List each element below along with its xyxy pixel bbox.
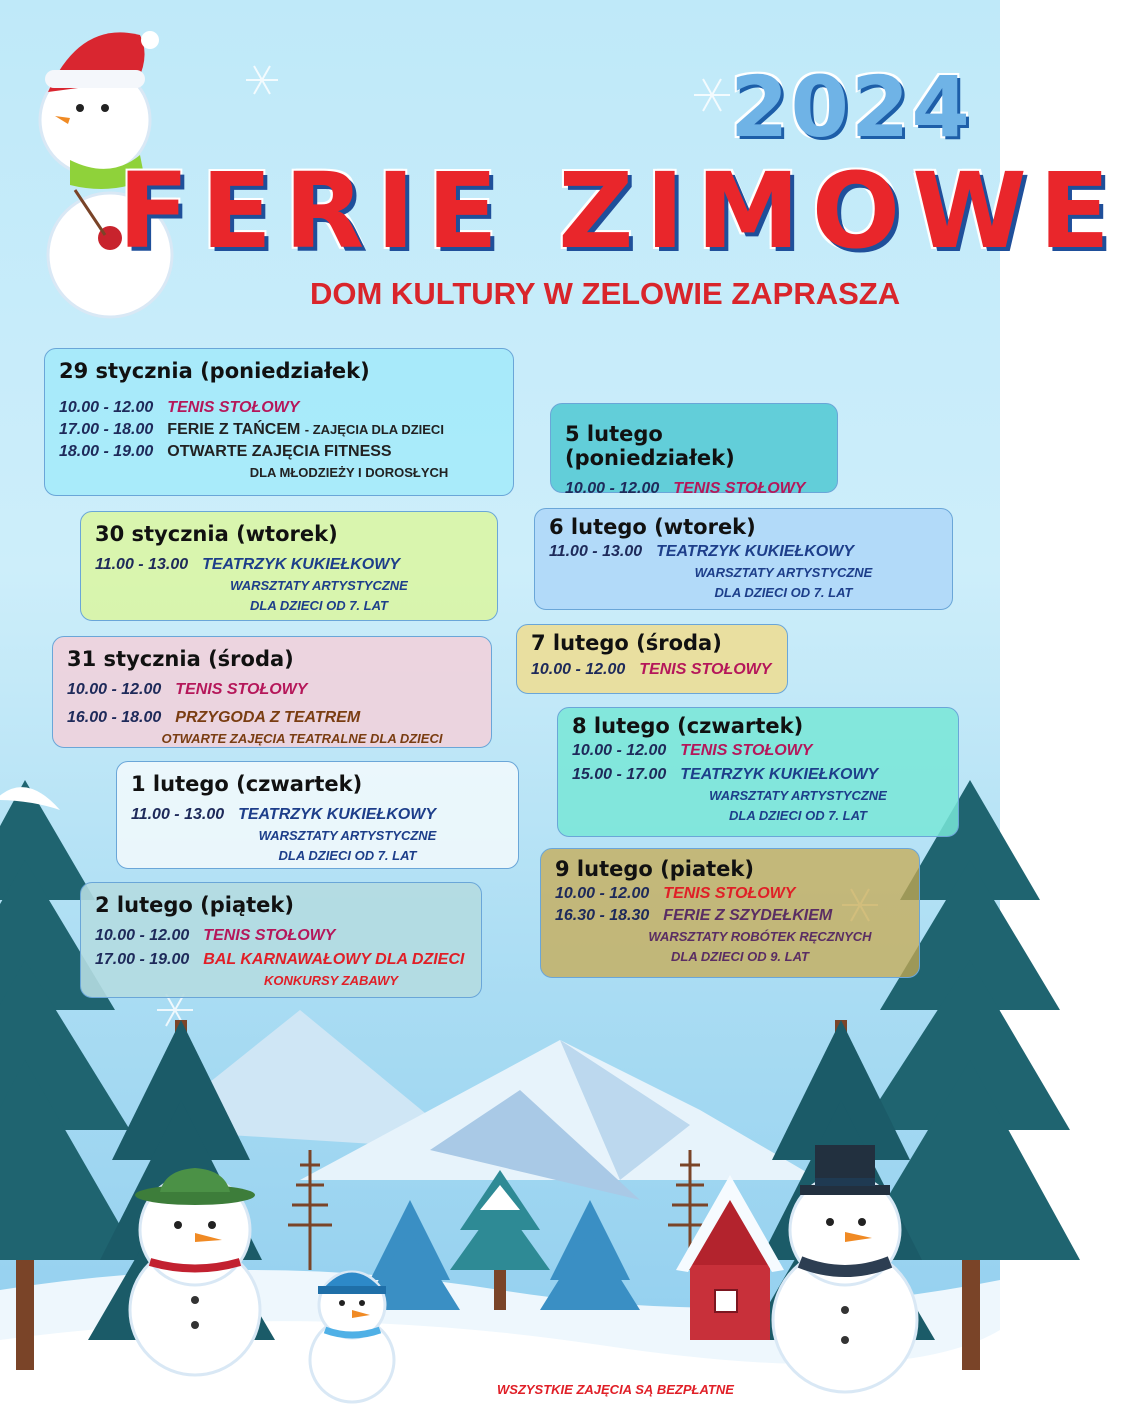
time-range: 10.00 - 12.00 [572, 742, 667, 759]
activity-detail: DLA MŁODZIEŻY I DOROSŁYCH [249, 465, 449, 480]
activity-name: TEATRZYK KUKIEŁKOWY [238, 806, 437, 823]
snowman-blue-hat [310, 1272, 394, 1402]
day-card-feb-1 [116, 761, 519, 869]
day-date: 2 lutego (piątek) [95, 893, 294, 917]
time-range: 11.00 - 13.00 [95, 556, 189, 573]
red-house [676, 1175, 784, 1340]
poster-title: FERIE ZIMOWE [118, 150, 1122, 272]
activity-name: TEATRZYK KUKIEŁKOWY [680, 766, 879, 783]
time-range: 11.00 - 13.00 [131, 806, 225, 823]
day-date: 30 stycznia (wtorek) [95, 522, 338, 546]
activity-name: OTWARTE ZAJĘCIA FITNESS [167, 443, 392, 460]
activity-detail: WARSZTATY ROBÓTEK RĘCZNYCH [648, 929, 872, 944]
activity-detail: WARSZTATY ARTYSTYCZNE [694, 565, 873, 580]
activity-name: TEATRZYK KUKIEŁKOWY [202, 556, 401, 573]
year-heading: 2024 [730, 58, 972, 156]
time-range: 15.00 - 17.00 [572, 766, 667, 783]
time-range: 10.00 - 12.00 [531, 661, 626, 678]
activity-name: FERIE Z SZYDEŁKIEM [663, 907, 833, 924]
activity-detail: WARSZTATY ARTYSTYCZNE [258, 828, 437, 843]
day-card-feb-5 [550, 403, 838, 497]
activity-name: TENIS STOŁOWY [680, 742, 813, 759]
time-range: 17.00 - 18.00 [59, 421, 154, 438]
activity-detail: WARSZTATY ARTYSTYCZNE [230, 578, 408, 593]
time-range: 16.00 - 18.00 [67, 709, 162, 726]
activity-name: TEATRZYK KUKIEŁKOWY [656, 543, 855, 560]
day-card-jan-29 [44, 348, 514, 496]
activity-name: TENIS STOŁOWY [203, 927, 336, 944]
time-range: 10.00 - 12.00 [565, 480, 660, 497]
time-range: 10.00 - 12.00 [67, 681, 162, 698]
time-range: 10.00 - 12.00 [95, 927, 190, 944]
activity-name: TENIS STOŁOWY [673, 480, 806, 497]
day-date: 1 lutego (czwartek) [131, 772, 363, 796]
activity-detail: DLA DZIECI OD 7. LAT [278, 848, 417, 863]
day-card-feb-2 [80, 882, 482, 998]
activity-detail: OTWARTE ZAJĘCIA TEATRALNE DLA DZIECI [161, 731, 443, 746]
activity-detail: DLA DZIECI OD 7. LAT [714, 585, 853, 600]
activity-name: TENIS STOŁOWY [663, 885, 796, 902]
activity-name: TENIS STOŁOWY [175, 681, 308, 698]
activity-detail: KONKURSY ZABAWY [263, 973, 399, 988]
activity-name: FERIE Z TAŃCEM [167, 421, 301, 438]
activity-name: TENIS STOŁOWY [167, 399, 300, 416]
day-date: 7 lutego (środa) [531, 631, 722, 655]
day-date: 5 lutego (poniedziałek) [565, 422, 735, 470]
day-date: 31 stycznia (środa) [67, 647, 294, 671]
day-card-feb-7 [516, 624, 788, 694]
time-range: 11.00 - 13.00 [549, 543, 643, 560]
time-range: 18.00 - 19.00 [59, 443, 154, 460]
day-date: 9 lutego (piatek) [555, 857, 754, 881]
day-date: 6 lutego (wtorek) [549, 515, 756, 539]
day-card-feb-8 [557, 707, 959, 837]
time-range: 10.00 - 12.00 [59, 399, 154, 416]
activity-name: TENIS STOŁOWY [639, 661, 772, 678]
time-range: 10.00 - 12.00 [555, 885, 650, 902]
time-range: 16.30 - 18.30 [555, 907, 650, 924]
snowman-green-hat [130, 1168, 260, 1375]
day-card-jan-30 [80, 511, 498, 621]
activity-detail: DLA DZIECI OD 7. LAT [250, 598, 388, 613]
time-range: 17.00 - 19.00 [95, 951, 190, 968]
free-events-note: WSZYSTKIE ZAJĘCIA SĄ BEZPŁATNE [497, 1382, 734, 1397]
day-date: 8 lutego (czwartek) [572, 714, 804, 738]
poster-subtitle: DOM KULTURY W ZELOWIE ZAPRASZA [310, 276, 901, 311]
activity-detail: DLA DZIECI OD 7. LAT [729, 808, 867, 823]
activity-detail: WARSZTATY ARTYSTYCZNE [709, 788, 887, 803]
snowman-top-hat [773, 1145, 917, 1392]
day-date: 29 stycznia (poniedziałek) [59, 359, 370, 383]
activity-name: BAL KARNAWAŁOWY DLA DZIECI [203, 951, 465, 968]
activity-detail: DLA DZIECI OD 9. LAT [671, 949, 809, 964]
day-card-feb-9 [540, 848, 920, 978]
activity-name: PRZYGODA Z TEATREM [175, 709, 361, 726]
day-card-jan-31 [52, 636, 492, 748]
activity-note: - ZAJĘCIA DLA DZIECI [304, 422, 444, 437]
day-card-feb-6 [534, 508, 953, 610]
